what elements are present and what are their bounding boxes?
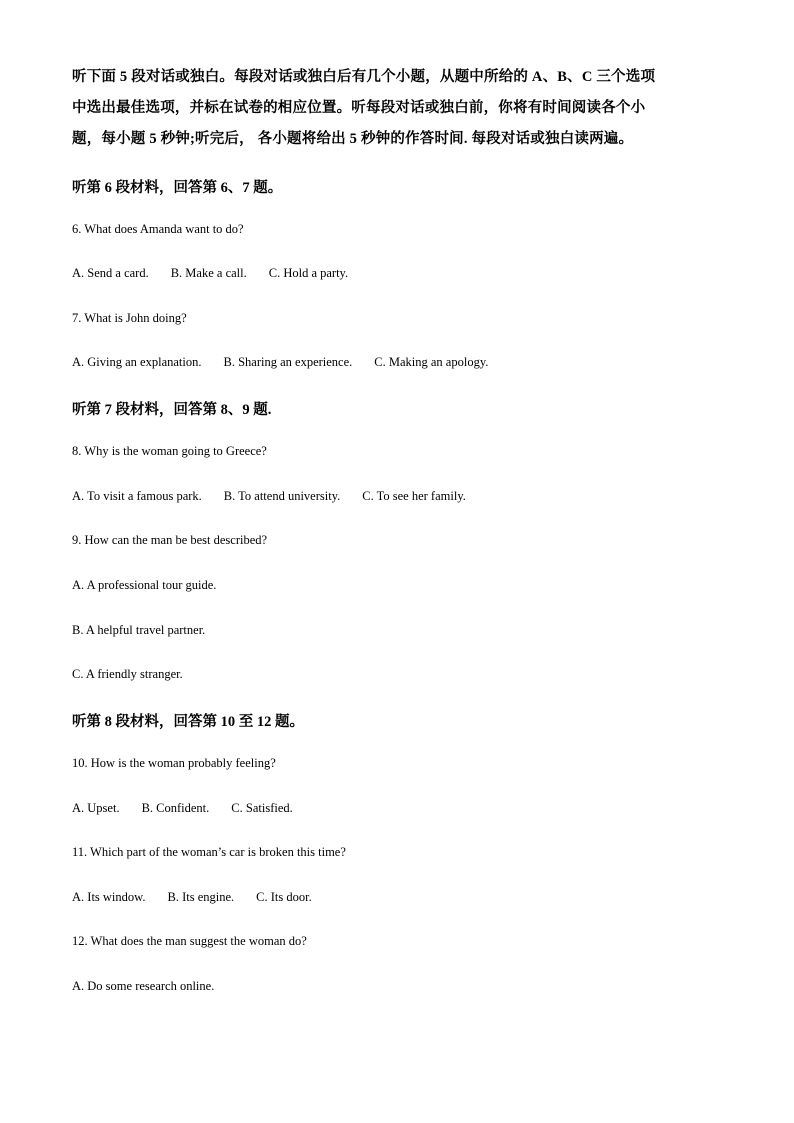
option-b: B. Sharing an experience. [223, 355, 353, 369]
option-a: A. Its window. [72, 890, 146, 904]
question-11-stem: 11. Which part of the woman’s car is broken this time? [72, 845, 346, 859]
question-7-stem: 7. What is John doing? [72, 311, 187, 325]
section-heading-6: 听第 6 段材料，回答第 6、7 题。 [72, 180, 283, 196]
option-c: C. To see her family. [362, 489, 466, 503]
option-a: A. Giving an explanation. [72, 355, 202, 369]
option-c: C. Its door. [256, 890, 312, 904]
option-a: A. Upset. [72, 801, 120, 815]
question-6-stem: 6. What does Amanda want to do? [72, 222, 244, 236]
instruction-line: 中选出最佳选项，并标在试卷的相应位置。听每段对话或独白前，你将有时间阅读各个小 [72, 100, 646, 116]
question-9-option-a: A. A professional tour guide. [72, 578, 217, 592]
question-9-stem: 9. How can the man be best described? [72, 533, 268, 547]
option-b: B. To attend university. [223, 489, 341, 503]
question-8-stem: 8. Why is the woman going to Greece? [72, 444, 267, 458]
question-10-stem: 10. How is the woman probably feeling? [72, 756, 276, 770]
option-a: A. To visit a famous park. [72, 489, 202, 503]
option-b: B. Make a call. [170, 266, 247, 280]
question-11-options [72, 890, 312, 905]
question-10-options [72, 801, 293, 816]
instruction-line: 听下面 5 段对话或独白。每段对话或独白后有几个小题，从题中所给的 A、B、C 三个选项 [72, 69, 656, 85]
option-b: B. Confident. [141, 801, 210, 815]
option-c: C. Satisfied. [231, 801, 293, 815]
option-c: C. Hold a party. [268, 266, 349, 280]
section-heading-7: 听第 7 段材料，回答第 8、9 题. [72, 402, 272, 418]
instructions [72, 62, 732, 155]
exam-page [72, 62, 732, 993]
question-9-option-c: C. A friendly stranger. [72, 667, 183, 681]
option-c: C. Making an apology. [374, 355, 489, 369]
section-heading-8: 听第 8 段材料，回答第 10 至 12 题。 [72, 714, 304, 730]
option-b: B. Its engine. [167, 890, 235, 904]
option-a: A. Send a card. [72, 266, 149, 280]
question-9-option-b: B. A helpful travel partner. [72, 623, 206, 637]
question-8-options [72, 489, 466, 504]
question-7-options [72, 355, 488, 370]
instruction-line: 题，每小题 5 秒钟;听完后， 各小题将给出 5 秒钟的作答时间. 每段对话或独白读两遍。 [72, 131, 634, 147]
question-12-option-a: A. Do some research online. [72, 979, 215, 993]
question-6-options [72, 266, 348, 281]
question-12-stem: 12. What does the man suggest the woman do? [72, 934, 307, 948]
